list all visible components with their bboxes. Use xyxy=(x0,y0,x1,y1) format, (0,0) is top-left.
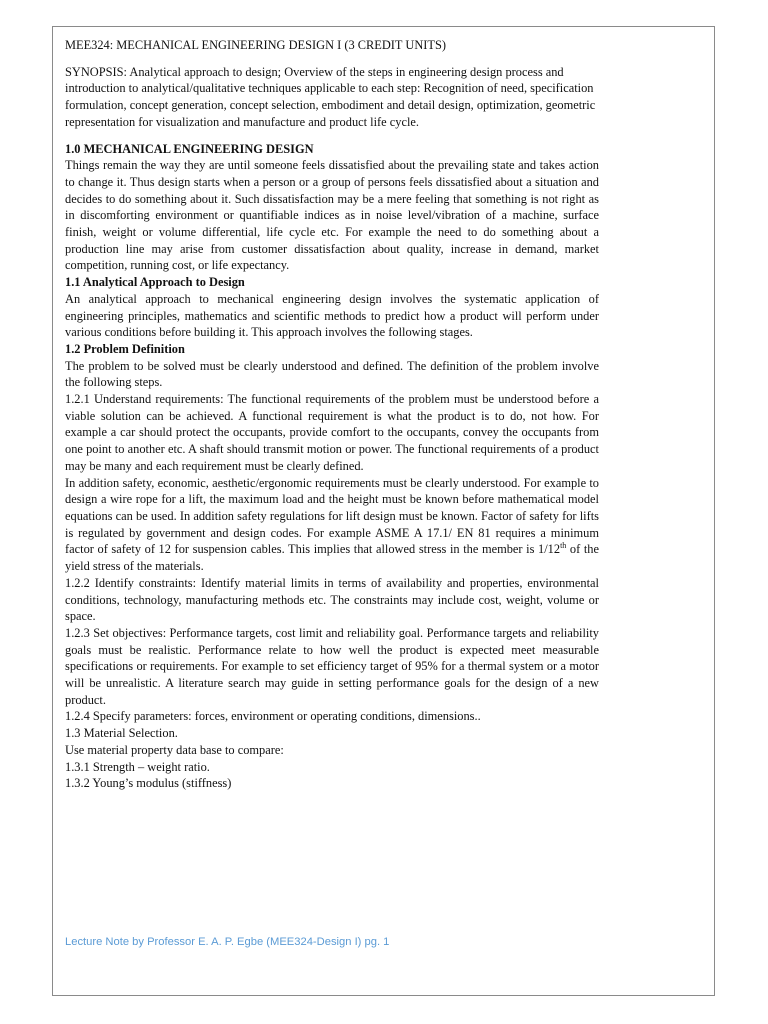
section-1-3: 1.3 Material Selection. xyxy=(65,726,178,741)
section-body-1-0: Things remain the way they are until someone feels dissatisfied about the prevailing state and takes action to change it. Thus design starts when a person or a group of persons feels dissatisfied about a situation and decides to do something about it. Such dissatisfaction may be a mere feeling that something is not right as in discomforting environment or quantifiable indices as in noise level/vibration of a machine, surface finish, weight or volume differential, life cycle etc. For example the need to do something about a production line may arise from customer dissatisfaction about quality, increase in demand, market competition, running cost, or life expectancy. xyxy=(65,158,599,273)
section-heading-1-2: 1.2 Problem Definition xyxy=(65,341,185,356)
subsection-1-2-1: 1.2.1 Understand requirements: The functional requirements of the problem must be understood before a viable solution can be achieved. A functional requirement is what the product is to do, not how. For example a car should protect the occupants, provide comfort to the occupants, convey the occupants from one point to another etc. A shaft should transmit motion or power. The functional requirements of a product may be many and each requirement must be clearly defined. xyxy=(65,392,599,473)
subsection-1-2-1-text: In addition safety, economic, aesthetic/ergonomic requirements must be clearly understood. For example to design a wire rope for a lift, the maximum load and the height must be known before mathematical model equations can be used. In addition safety regulations for lift design must be known. Factor of safety for lifts is regulated by government and design codes. For example ASME A 17.1/ EN 81 requires a minimum factor of safety of 12 for suspension cables. This implies that allowed stress in the member is 1/12 xyxy=(65,475,599,557)
page-content xyxy=(65,37,599,792)
page-footer: Lecture Note by Professor E. A. P. Egbe (MEE324-Design I) pg. 1 xyxy=(65,936,390,948)
synopsis-paragraph: SYNOPSIS: Analytical approach to design; Overview of the steps in engineering design process and introduction to analytical/qualitative techniques applicable to each step: Recognition of need, specification formulation, concept generation, concept selection, embodiment and detail design, optimization, geometric representation for visualization and manufacture and product life cycle. xyxy=(65,64,596,129)
subsection-1-2-1-text-end: of the yield stress of the materials. xyxy=(65,542,599,574)
subsection-1-3-2: 1.3.2 Young’s modulus (stiffness) xyxy=(65,776,232,791)
superscript-th: th xyxy=(560,541,567,551)
section-body-1-2: The problem to be solved must be clearly understood and defined. The definition of the problem involve the following steps. xyxy=(65,358,599,390)
course-title: MEE324: MECHANICAL ENGINEERING DESIGN I (3 CREDIT UNITS) xyxy=(65,38,446,52)
section-heading-1-1: 1.1 Analytical Approach to Design xyxy=(65,275,245,290)
section-heading-1-0: 1.0 MECHANICAL ENGINEERING DESIGN xyxy=(65,141,314,156)
section-body-1-1: An analytical approach to mechanical engineering design involves the systematic application of engineering principles, mathematics and scientific methods to predict how a product will perform under various conditions before building it. This approach involves the following stages. xyxy=(65,291,599,340)
subsection-1-2-3: 1.2.3 Set objectives: Performance targets, cost limit and reliability goal. Performance targets and reliability goals must be realistic. Performance relate to how well the product is expected meet measurable specifications or requirements. For example to set efficiency target of 95% for a thermal system or a motor will be unrealistic. A literature search may guide in setting performance goals for the design of a new product. xyxy=(65,625,599,707)
subsection-1-2-2: 1.2.2 Identify constraints: Identify material limits in terms of availability and properties, environmental conditions, technology, manufacturing methods etc. The constraints may include cost, weight, volume or space. xyxy=(65,575,599,624)
subsection-1-2-4: 1.2.4 Specify parameters: forces, environment or operating conditions, dimensions.. xyxy=(65,709,481,724)
subsection-1-2-1-continued xyxy=(65,475,599,575)
section-1-3-intro: Use material property data base to compare: xyxy=(65,742,284,757)
subsection-1-3-1: 1.3.1 Strength – weight ratio. xyxy=(65,759,210,774)
